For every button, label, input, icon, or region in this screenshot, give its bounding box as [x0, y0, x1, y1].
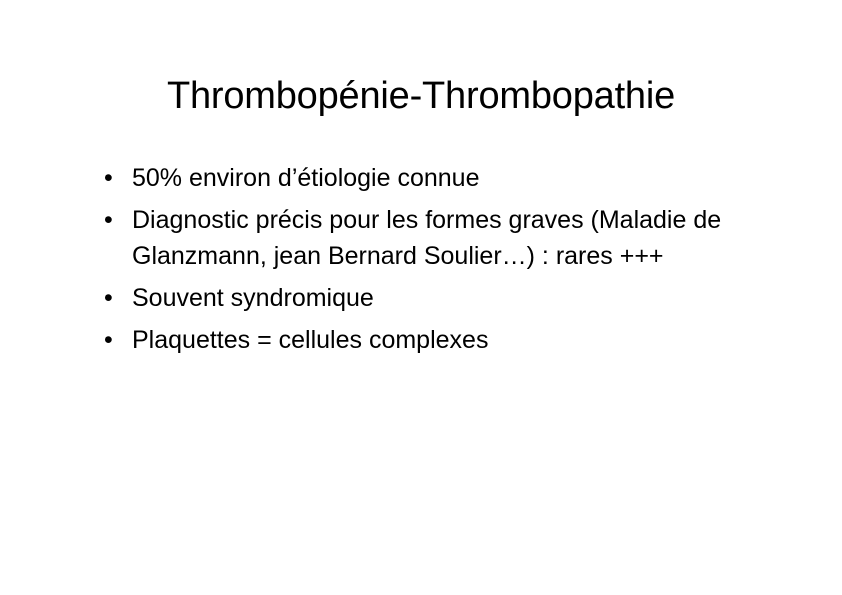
bullet-icon: • — [104, 164, 113, 192]
list-item — [104, 322, 724, 358]
bullet-icon: • — [104, 206, 113, 234]
bullet-icon: • — [104, 326, 113, 354]
list-item — [104, 202, 724, 274]
bullet-icon: • — [104, 284, 113, 312]
slide-title: Thrombopénie-Thrombopathie — [166, 75, 676, 117]
bullet-text: 50% environ d’étiologie connue — [132, 164, 480, 192]
list-item — [104, 160, 724, 196]
list-item — [104, 280, 724, 316]
bullet-list — [104, 160, 724, 364]
bullet-text: Souvent syndromique — [132, 284, 374, 312]
bullet-text: Diagnostic précis pour les formes graves (Maladie de Glanzmann, jean Bernard Soulier…) : rares +++ — [132, 206, 722, 270]
bullet-text: Plaquettes = cellules complexes — [132, 326, 489, 354]
